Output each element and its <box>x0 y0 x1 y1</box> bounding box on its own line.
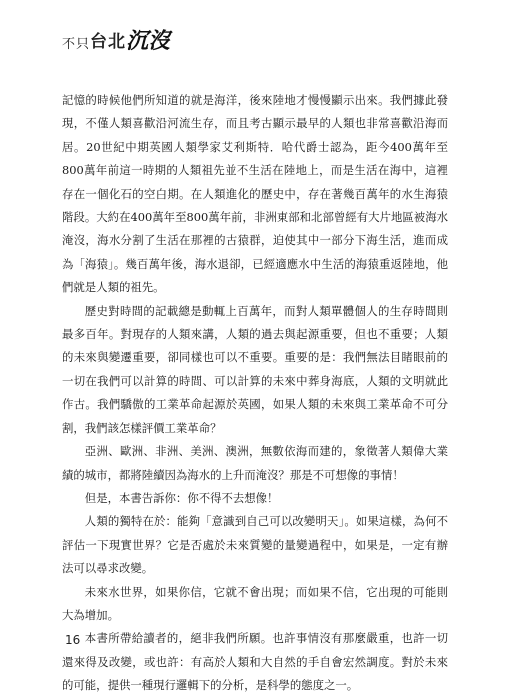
header-small-text: 不只 <box>62 37 91 52</box>
header-brush-text: 沉沒 <box>126 28 171 54</box>
paragraph: 記憶的時候他們所知道的就是海洋，後來陸地才慢慢顯示出來。我們據此發現，不僅人類喜歡沿河流生存，而且考古顯示最早的人類也非常喜歡沿海而居。20世紀中期英國人類學家艾利斯特．哈代爵士認為，距今400萬年至800萬年前這一時期的人類祖先並不生活在陸地上，而是生活在海中，這裡存在一個化石的空白期。在人類進化的歷史中，存在著幾百萬年的水生海猿階段。大約在400萬年至800萬年前，非洲東部和北部曾經有大片地區被海水淹沒，海水分割了生活在那裡的古猿群，迫使其中一部分下海生活，進而成為「海猿」。幾百萬年後，海水退卻，已經適應水中生活的海猿重返陸地，他們就是人類的祖先。 <box>62 93 448 295</box>
paragraph: 但是，本書告訴你：你不得不去想像！ <box>84 490 279 505</box>
paragraph: 歷史對時間的記載總是動輒上百萬年，而對人類單體個人的生存時間則最多百年。對現存的人類來講，人類的過去與起源重要，但也不重要；人類的未來與變遷重要，卻同樣也可以不重要。重要的是：我們無法目睹眼前的一切在我們可以計算的時間、可以計算的未來中葬身海底，人類的文明就此作古。我們驕傲的工業革命起源於英國，如果人類的未來與工業革命不可分割，我們該怎樣評價工業革命？ <box>62 303 448 435</box>
paragraph: 亞洲、歐洲、非洲、美洲、澳洲，無數依海而建的，象徵著人類偉大業績的城市，都將陸續因為海水的上升而淹沒？那是不可想像的事情！ <box>62 444 448 482</box>
header-bold-text: 台北 <box>90 32 127 52</box>
page-number: 16 <box>65 633 81 647</box>
running-header <box>62 28 170 52</box>
body-text <box>62 89 448 698</box>
paragraph: 人類的獨特在於：能夠「意識到自己可以改變明天」。如果這樣，為何不評估一下現實世界？它是否處於未來質變的量變過程中，如果是，一定有辦法可以尋求改變。 <box>62 514 448 576</box>
paragraph: 本書所帶給讀者的，絕非我們所願。也許事情沒有那麼嚴重，也許一切還來得及改變，或也許：有高於人類和大自然的手自會宏然調度。對於未來的可能，提供一種現行邏輯下的分析，是科學的態度之一。 <box>62 631 448 693</box>
paragraph: 未來水世界，如果你信，它就不會出現；而如果不信，它出現的可能則大為增加。 <box>62 584 448 622</box>
